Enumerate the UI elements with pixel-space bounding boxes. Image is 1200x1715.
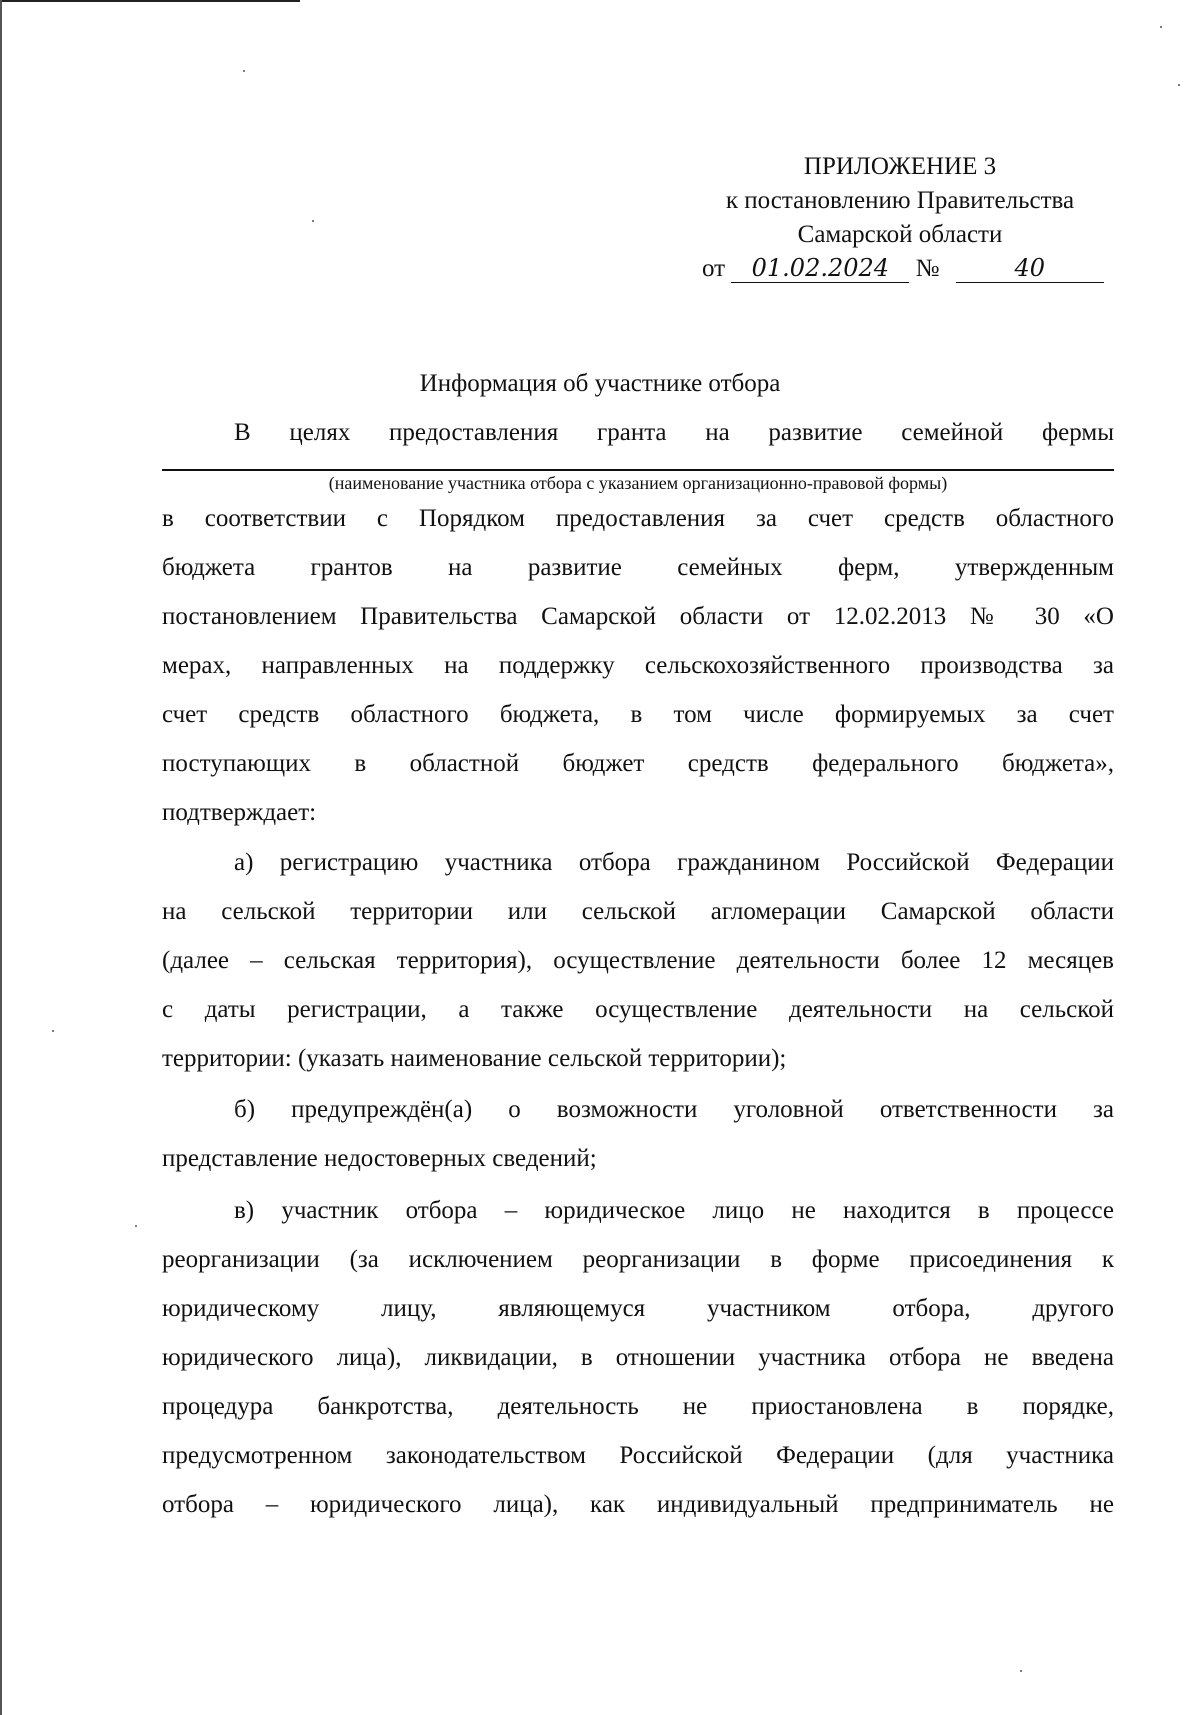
appendix-header (690, 150, 1110, 286)
handwritten-number: 40 (956, 254, 1104, 283)
scan-speck (312, 220, 314, 222)
scan-edge-top (0, 0, 300, 2)
paragraph-line: в соответствии с Порядком предоставления за счет средств областного (162, 505, 1114, 532)
item-line: а) регистрацию участника отбора гражданином Российской Федерации (234, 849, 1114, 876)
scan-edge-left (0, 0, 2, 1715)
paragraph-line: поступающих в областной бюджет средств федерального бюджета», (162, 750, 1114, 777)
scan-speck (1020, 1670, 1022, 1672)
appendix-line-2: Самарской области (797, 221, 1003, 248)
item-line: (далее – сельская территория), осуществление деятельности более 12 месяцев (162, 947, 1114, 974)
item-line: юридического лица), ликвидации, в отношении участника отбора не введена (162, 1344, 1114, 1371)
item-line: отбора – юридического лица), как индивидуальный предприниматель не (162, 1491, 1114, 1518)
scan-speck (52, 1030, 54, 1032)
paragraph-line: постановлением Правительства Самарской области от 12.02.2013 № 30 «О (162, 603, 1114, 630)
item-line: в) участник отбора – юридическое лицо не находится в процессе (234, 1197, 1114, 1224)
item-line: предусмотренном законодательством Российской Федерации (для участника (162, 1442, 1114, 1469)
appendix-line-1: к постановлению Правительства (725, 187, 1075, 214)
paragraph-line: мерах, направленных на поддержку сельскохозяйственного производства за (162, 652, 1114, 679)
document-title: Информация об участнике отбора (419, 370, 781, 397)
item-line: б) предупреждён(а) о возможности уголовной ответственности за (234, 1096, 1114, 1123)
paragraph-line: бюджета грантов на развитие семейных ферм, утвержденным (162, 554, 1114, 581)
paragraph-line: счет средств областного бюджета, в том числе формируемых за счет (162, 701, 1114, 728)
paragraph-1 (162, 494, 1114, 837)
item-line: территории: (указать наименование сельской территории); (162, 1045, 787, 1072)
item-b (162, 1085, 1114, 1183)
item-line: процедура банкротства, деятельность не приостановлена в порядке, (162, 1393, 1114, 1420)
appendix-title: ПРИЛОЖЕНИЕ 3 (803, 153, 997, 180)
scan-speck (1160, 26, 1162, 28)
item-line: на сельской территории или сельской агломерации Самарской области (162, 898, 1114, 925)
number-prefix: № (915, 255, 940, 282)
scan-speck (1178, 84, 1180, 86)
intro-block (162, 408, 1114, 457)
item-line: юридическому лицу, являющемуся участником отбора, другого (162, 1295, 1114, 1322)
item-line: с даты регистрации, а также осуществление деятельности на сельской (162, 996, 1114, 1023)
item-a (162, 838, 1114, 1083)
item-line: представление недостоверных сведений; (162, 1145, 597, 1172)
appendix-date-line (702, 252, 1110, 286)
field-caption: (наименование участника отбора с указанием организационно-правовой формы) (328, 473, 948, 493)
date-prefix: от (702, 255, 726, 282)
paragraph-line: подтверждает: (162, 799, 317, 826)
item-c (162, 1186, 1114, 1529)
scan-speck (135, 1225, 137, 1227)
handwritten-date: 01.02.2024 (731, 254, 909, 283)
scan-speck (243, 70, 245, 72)
blank-field-line (162, 469, 1114, 471)
intro-line: В целях предоставления гранта на развитие семейной фермы (234, 419, 1114, 446)
item-line: реорганизации (за исключением реорганизации в форме присоединения к (162, 1246, 1114, 1273)
